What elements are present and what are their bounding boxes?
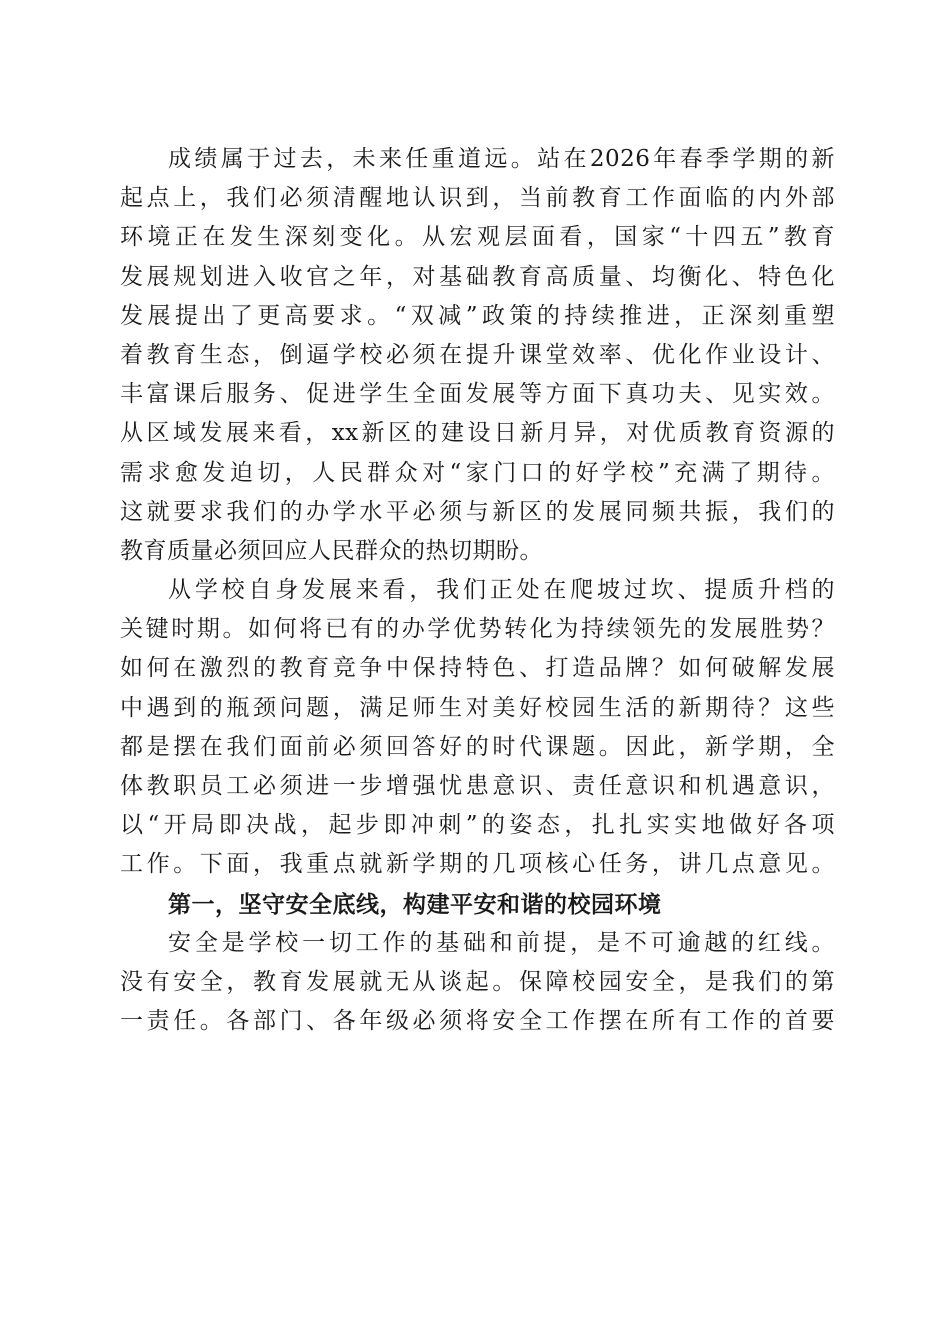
text-line: 起点上，我们必须清醒地认识到，当前教育工作面临的内外部 [120,185,835,212]
text-line: 从学校自身发展来看，我们正处在爬坡过坎、提质升档的 [168,577,835,604]
text-line: 教育质量必须回应人民群众的热切期盼。 [120,537,543,564]
text-line: 这就要求我们的办学水平必须与新区的发展同频共振，我们的 [120,498,835,525]
text-line: 成绩属于过去，未来任重道远。站在2026年春季学期的新 [168,146,835,172]
text-line: 以“开局即决战，起步即冲刺”的姿态，扎扎实实地做好各项 [120,812,835,839]
text-line: 一责任。各部门、各年级必须将安全工作摆在所有工作的首要 [120,1008,835,1035]
text-line: 发展提出了更高要求。“双减”政策的持续推进，正深刻重塑 [120,302,835,329]
text-line: 发展规划进入收官之年，对基础教育高质量、均衡化、特色化 [120,263,835,290]
text-line: 都是摆在我们面前必须回答好的时代课题。因此，新学期，全 [120,733,835,760]
document-body [120,140,835,1041]
paragraph-2 [120,571,835,885]
section-heading: 第一，坚守安全底线，构建平安和谐的校园环境 [168,890,662,918]
text-line: 丰富课后服务、促进学生全面发展等方面下真功夫、见实效。 [120,381,835,408]
text-line: 安全是学校一切工作的基础和前提，是不可逾越的红线。 [168,929,835,956]
text-line: 体教职员工必须进一步增强忧患意识、责任意识和机遇意识， [120,773,835,799]
text-line: 环境正在发生深刻变化。从宏观层面看，国家“十四五”教育 [120,224,835,251]
text-line: 着教育生态，倒逼学校必须在提升课堂效率、优化作业设计、 [120,341,835,368]
text-line: 中遇到的瓶颈问题，满足师生对美好校园生活的新期待？这些 [120,694,835,721]
text-line: 工作。下面，我重点就新学期的几项核心任务，讲几点意见。 [120,851,835,878]
text-line: 没有安全，教育发展就无从谈起。保障校园安全，是我们的第 [120,968,835,995]
text-line: 关键时期。如何将已有的办学优势转化为持续领先的发展胜势？ [120,616,835,643]
text-line: 需求愈发迫切，人民群众对“家门口的好学校”充满了期待。 [120,459,835,486]
text-line: 如何在激烈的教育竞争中保持特色、打造品牌？如何破解发展 [120,655,835,682]
paragraph-1 [120,140,835,571]
paragraph-3 [120,924,835,1042]
text-line: 从区域发展来看，xx新区的建设日新月异，对优质教育资源的 [120,420,835,447]
